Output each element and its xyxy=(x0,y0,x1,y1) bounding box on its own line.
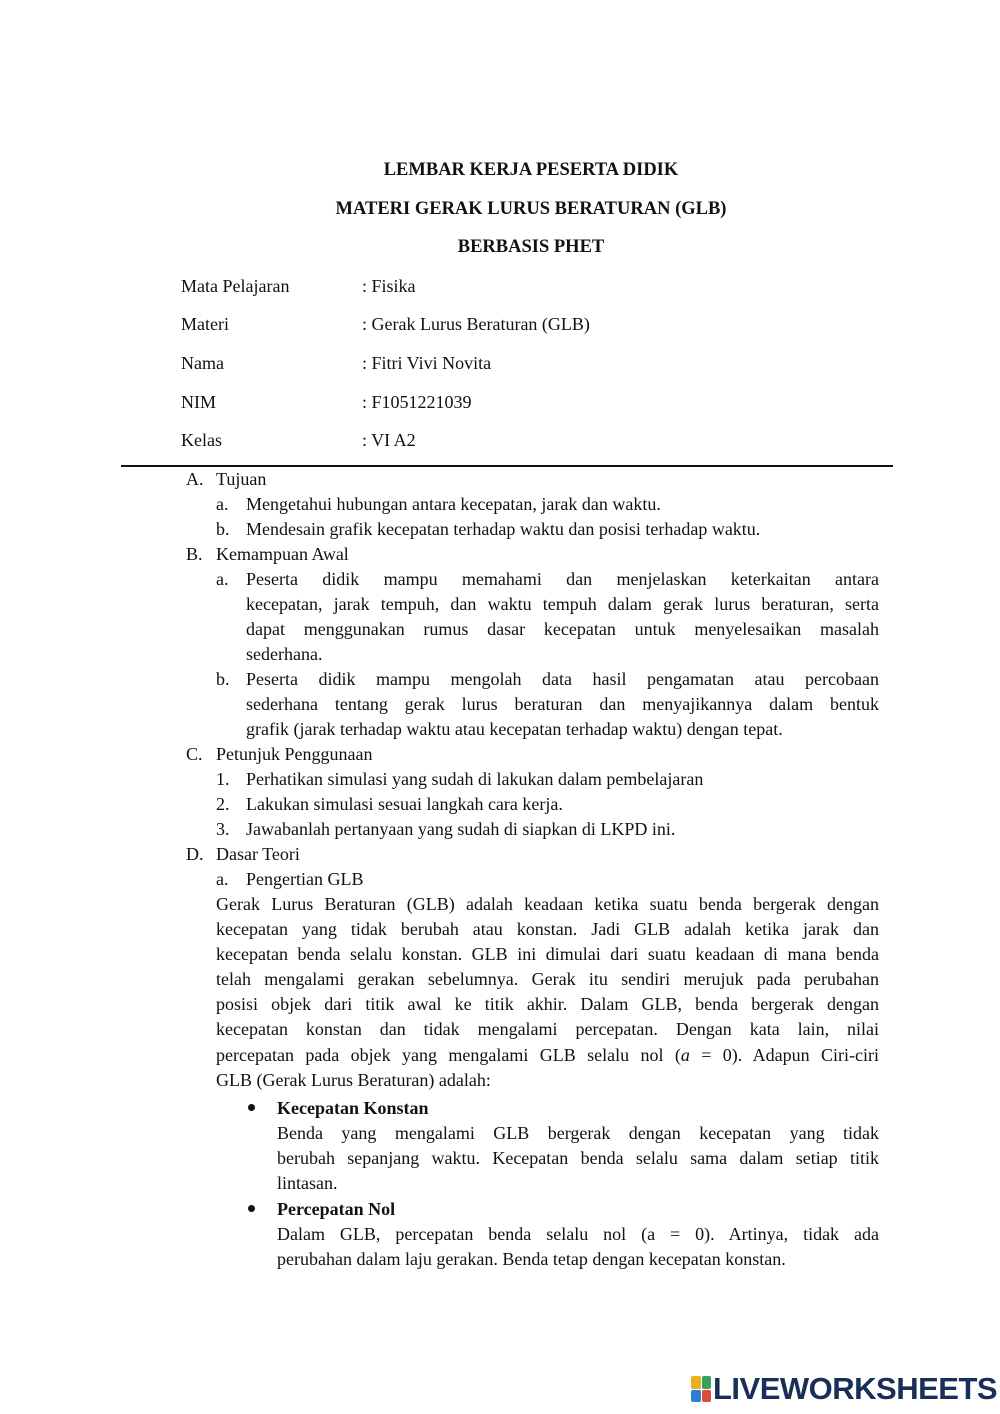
list-item: Lakukan simulasi sesuai langkah cara kerja. xyxy=(246,794,563,814)
list-marker: a. xyxy=(216,494,229,514)
paragraph-line: kecepatan konstan dan tidak mengalami percepatan. Dengan kata lain, nilai xyxy=(216,1019,879,1039)
name-label: Nama xyxy=(181,353,224,373)
section-d-marker: D. xyxy=(186,844,204,864)
math-variable: a xyxy=(680,1045,690,1065)
paragraph-text: percepatan pada objek yang mengalami GLB selalu nol ( xyxy=(216,1045,681,1065)
paragraph-line: berubah sepanjang waktu. Kecepatan benda selalu sama dalam setiap titik xyxy=(277,1148,879,1168)
paragraph-line: kecepatan benda selalu konstan. GLB ini dimulai dari suatu keadaan di mana benda xyxy=(216,944,879,964)
list-item: Perhatikan simulasi yang sudah di lakukan dalam pembelajaran xyxy=(246,769,704,789)
class-value: : VI A2 xyxy=(362,430,416,450)
paragraph-line: sederhana. xyxy=(246,644,323,664)
nim-value: : F1051221039 xyxy=(362,392,472,412)
logo-text: LIVEWORKSHEETS xyxy=(713,1371,998,1406)
paragraph-line: Peserta didik mampu memahami dan menjelaskan keterkaitan antara xyxy=(246,569,879,589)
section-a-heading: Tujuan xyxy=(216,469,267,489)
list-marker: a. xyxy=(216,869,229,889)
paragraph-line: kecepatan, jarak tempuh, dan waktu tempuh dalam gerak lurus beraturan, serta xyxy=(246,594,879,614)
list-item: Mengetahui hubungan antara kecepatan, jarak dan waktu. xyxy=(246,494,661,514)
bullet-icon xyxy=(248,1205,255,1212)
name-value: : Fitri Vivi Novita xyxy=(362,353,492,373)
class-label: Kelas xyxy=(181,430,222,450)
material-label: Materi xyxy=(181,314,229,334)
nim-label: NIM xyxy=(181,392,216,412)
paragraph-text: Adapun Ciri-ciri xyxy=(742,1045,879,1065)
worksheet-title: LEMBAR KERJA PESERTA DIDIK xyxy=(383,160,679,180)
section-c-heading: Petunjuk Penggunaan xyxy=(216,744,373,764)
paragraph-line: posisi objek dari titik awal ke titik akhir. Dalam GLB, benda bergerak dengan xyxy=(216,994,879,1014)
paragraph-line: sederhana tentang gerak lurus beraturan dan menyajikannya dalam bentuk xyxy=(246,694,879,714)
material-value: : Gerak Lurus Beraturan (GLB) xyxy=(362,314,590,334)
subsection-heading: Pengertian GLB xyxy=(246,869,364,889)
section-b-marker: B. xyxy=(186,544,203,564)
paragraph-line: telah mengalami gerakan sebelumnya. Gerak itu sendiri merujuk pada perubahan xyxy=(216,969,879,989)
bullet-title: Percepatan Nol xyxy=(277,1199,396,1219)
list-marker: 2. xyxy=(216,794,230,814)
subject-value: : Fisika xyxy=(362,276,416,296)
list-marker: a. xyxy=(216,569,229,589)
paragraph-line: GLB (Gerak Lurus Beraturan) adalah: xyxy=(216,1070,491,1090)
list-marker: 3. xyxy=(216,819,230,839)
basis-title: BERBASIS PHET xyxy=(457,237,605,257)
paragraph-line: kecepatan yang tidak berubah atau konstan. Jadi GLB adalah ketika jarak dan xyxy=(216,919,879,939)
material-title: MATERI GERAK LURUS BERATURAN (GLB) xyxy=(335,199,727,219)
list-marker: b. xyxy=(216,669,230,689)
paragraph-line-with-formula xyxy=(216,1044,879,1066)
section-b-heading: Kemampuan Awal xyxy=(216,544,349,564)
section-a-marker: A. xyxy=(186,469,204,489)
section-c-marker: C. xyxy=(186,744,203,764)
bullet-icon xyxy=(248,1104,255,1111)
paragraph-line: dapat menggunakan rumus dasar kecepatan untuk menyelesaikan masalah xyxy=(246,619,879,639)
section-d-heading: Dasar Teori xyxy=(216,844,300,864)
list-item: Jawabanlah pertanyaan yang sudah di siapkan di LKPD ini. xyxy=(246,819,676,839)
paragraph-line: lintasan. xyxy=(277,1173,338,1193)
list-marker: b. xyxy=(216,519,230,539)
bullet-title: Kecepatan Konstan xyxy=(277,1098,429,1118)
math-expression: = 0). xyxy=(689,1045,743,1065)
liveworksheets-logo xyxy=(691,1372,997,1406)
paragraph-line: Gerak Lurus Beraturan (GLB) adalah keadaan ketika suatu benda bergerak dengan xyxy=(216,894,879,914)
logo-icon xyxy=(691,1376,711,1402)
list-marker: 1. xyxy=(216,769,230,789)
header-divider xyxy=(121,465,893,467)
list-item: Mendesain grafik kecepatan terhadap waktu dan posisi terhadap waktu. xyxy=(246,519,761,539)
logo-tile xyxy=(702,1390,712,1403)
logo-tile xyxy=(691,1390,701,1403)
paragraph-line: perubahan dalam laju gerakan. Benda tetap dengan kecepatan konstan. xyxy=(277,1249,786,1269)
logo-tile xyxy=(702,1376,712,1389)
subject-label: Mata Pelajaran xyxy=(181,276,290,296)
paragraph-line: Dalam GLB, percepatan benda selalu nol (a = 0). Artinya, tidak ada xyxy=(277,1224,879,1244)
paragraph-line: Benda yang mengalami GLB bergerak dengan kecepatan yang tidak xyxy=(277,1123,879,1143)
logo-tile xyxy=(691,1376,701,1389)
paragraph-line: Peserta didik mampu mengolah data hasil pengamatan atau percobaan xyxy=(246,669,879,689)
paragraph-line: grafik (jarak terhadap waktu atau kecepatan terhadap waktu) dengan tepat. xyxy=(246,719,783,739)
